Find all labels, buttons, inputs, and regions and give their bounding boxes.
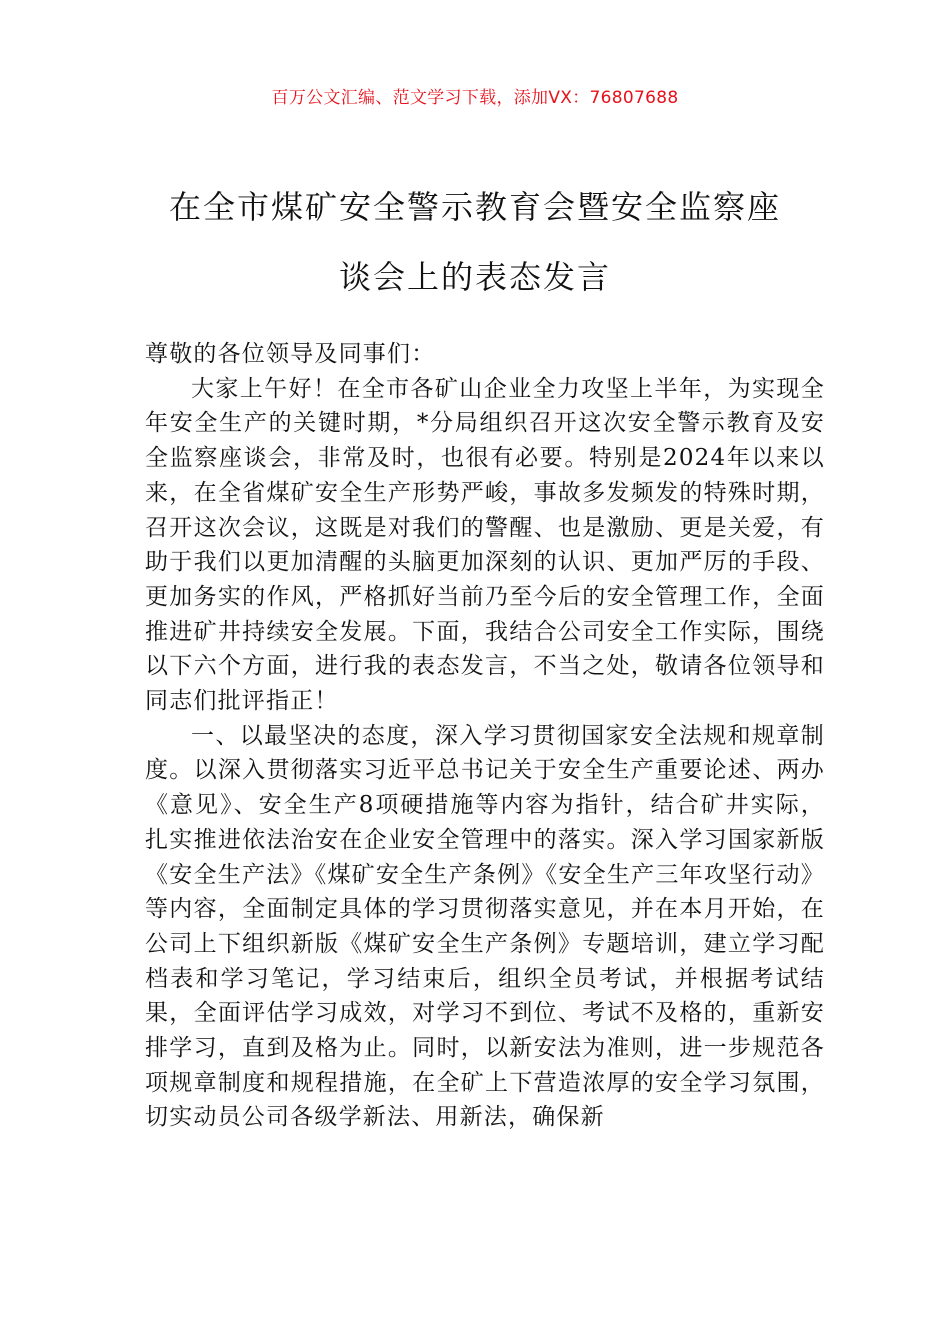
title-line-1: 在全市煤矿安全警示教育会暨安全监察座 bbox=[168, 188, 781, 226]
paragraph-section-1: 一、以最坚决的态度，深入学习贯彻国家安全法规和规章制度。以深入贯彻落实习近平总书记关于安全生产重要论述、两办《意见》、安全生产8项硬措施等内容为指针，结合矿井实际，扎实推进依法治安在企业安全管理中的落实。深入学习国家新版《安全生产法》《煤矿安全生产条例》《安全生产三年攻坚行动》等内容，全面制定具体的学习贯彻落实意见，并在本月开始，在公司上下组织新版《煤矿安全生产条例》专题培训，建立学习配档表和学习笔记，学习结束后，组织全员考试，并根据考试结果，全面评估学习成效，对学习不到位、考试不及格的，重新安排学习，直到及格为止。同时，以新安法为准则，进一步规范各项规章制度和规程措施，在全矿上下营造浓厚的安全学习氛围，切实动员公司各级学新法、用新法，确保新 bbox=[145, 722, 825, 1131]
header-note: 百万公文汇编、范文学习下载，添加VX：76807688 bbox=[271, 88, 679, 108]
title-line-2: 谈会上的表态发言 bbox=[338, 258, 611, 296]
salutation: 尊敬的各位领导及同事们： bbox=[145, 341, 436, 367]
paragraph-opening: 大家上午好！在全市各矿山企业全力攻坚上半年，为实现全年安全生产的关键时期，*分局组织召开这次安全警示教育及安全监察座谈会，非常及时，也很有必要。特别是2024年以来以来，在全省煤矿安全生产形势严峻，事故多发频发的特殊时期，召开这次会议，这既是对我们的警醒、也是激励、更是关爱，有助于我们以更加清醒的头脑更加深刻的认识、更加严厉的手段、更加务实的作风，严格抓好当前乃至今后的安全管理工作，全面推进矿井持续安全发展。下面，我结合公司安全工作实际，围绕以下六个方面，进行我的表态发言，不当之处，敬请各位领导和同志们批评指正！ bbox=[145, 375, 825, 715]
document-body bbox=[145, 337, 825, 1135]
document-title bbox=[120, 172, 830, 312]
